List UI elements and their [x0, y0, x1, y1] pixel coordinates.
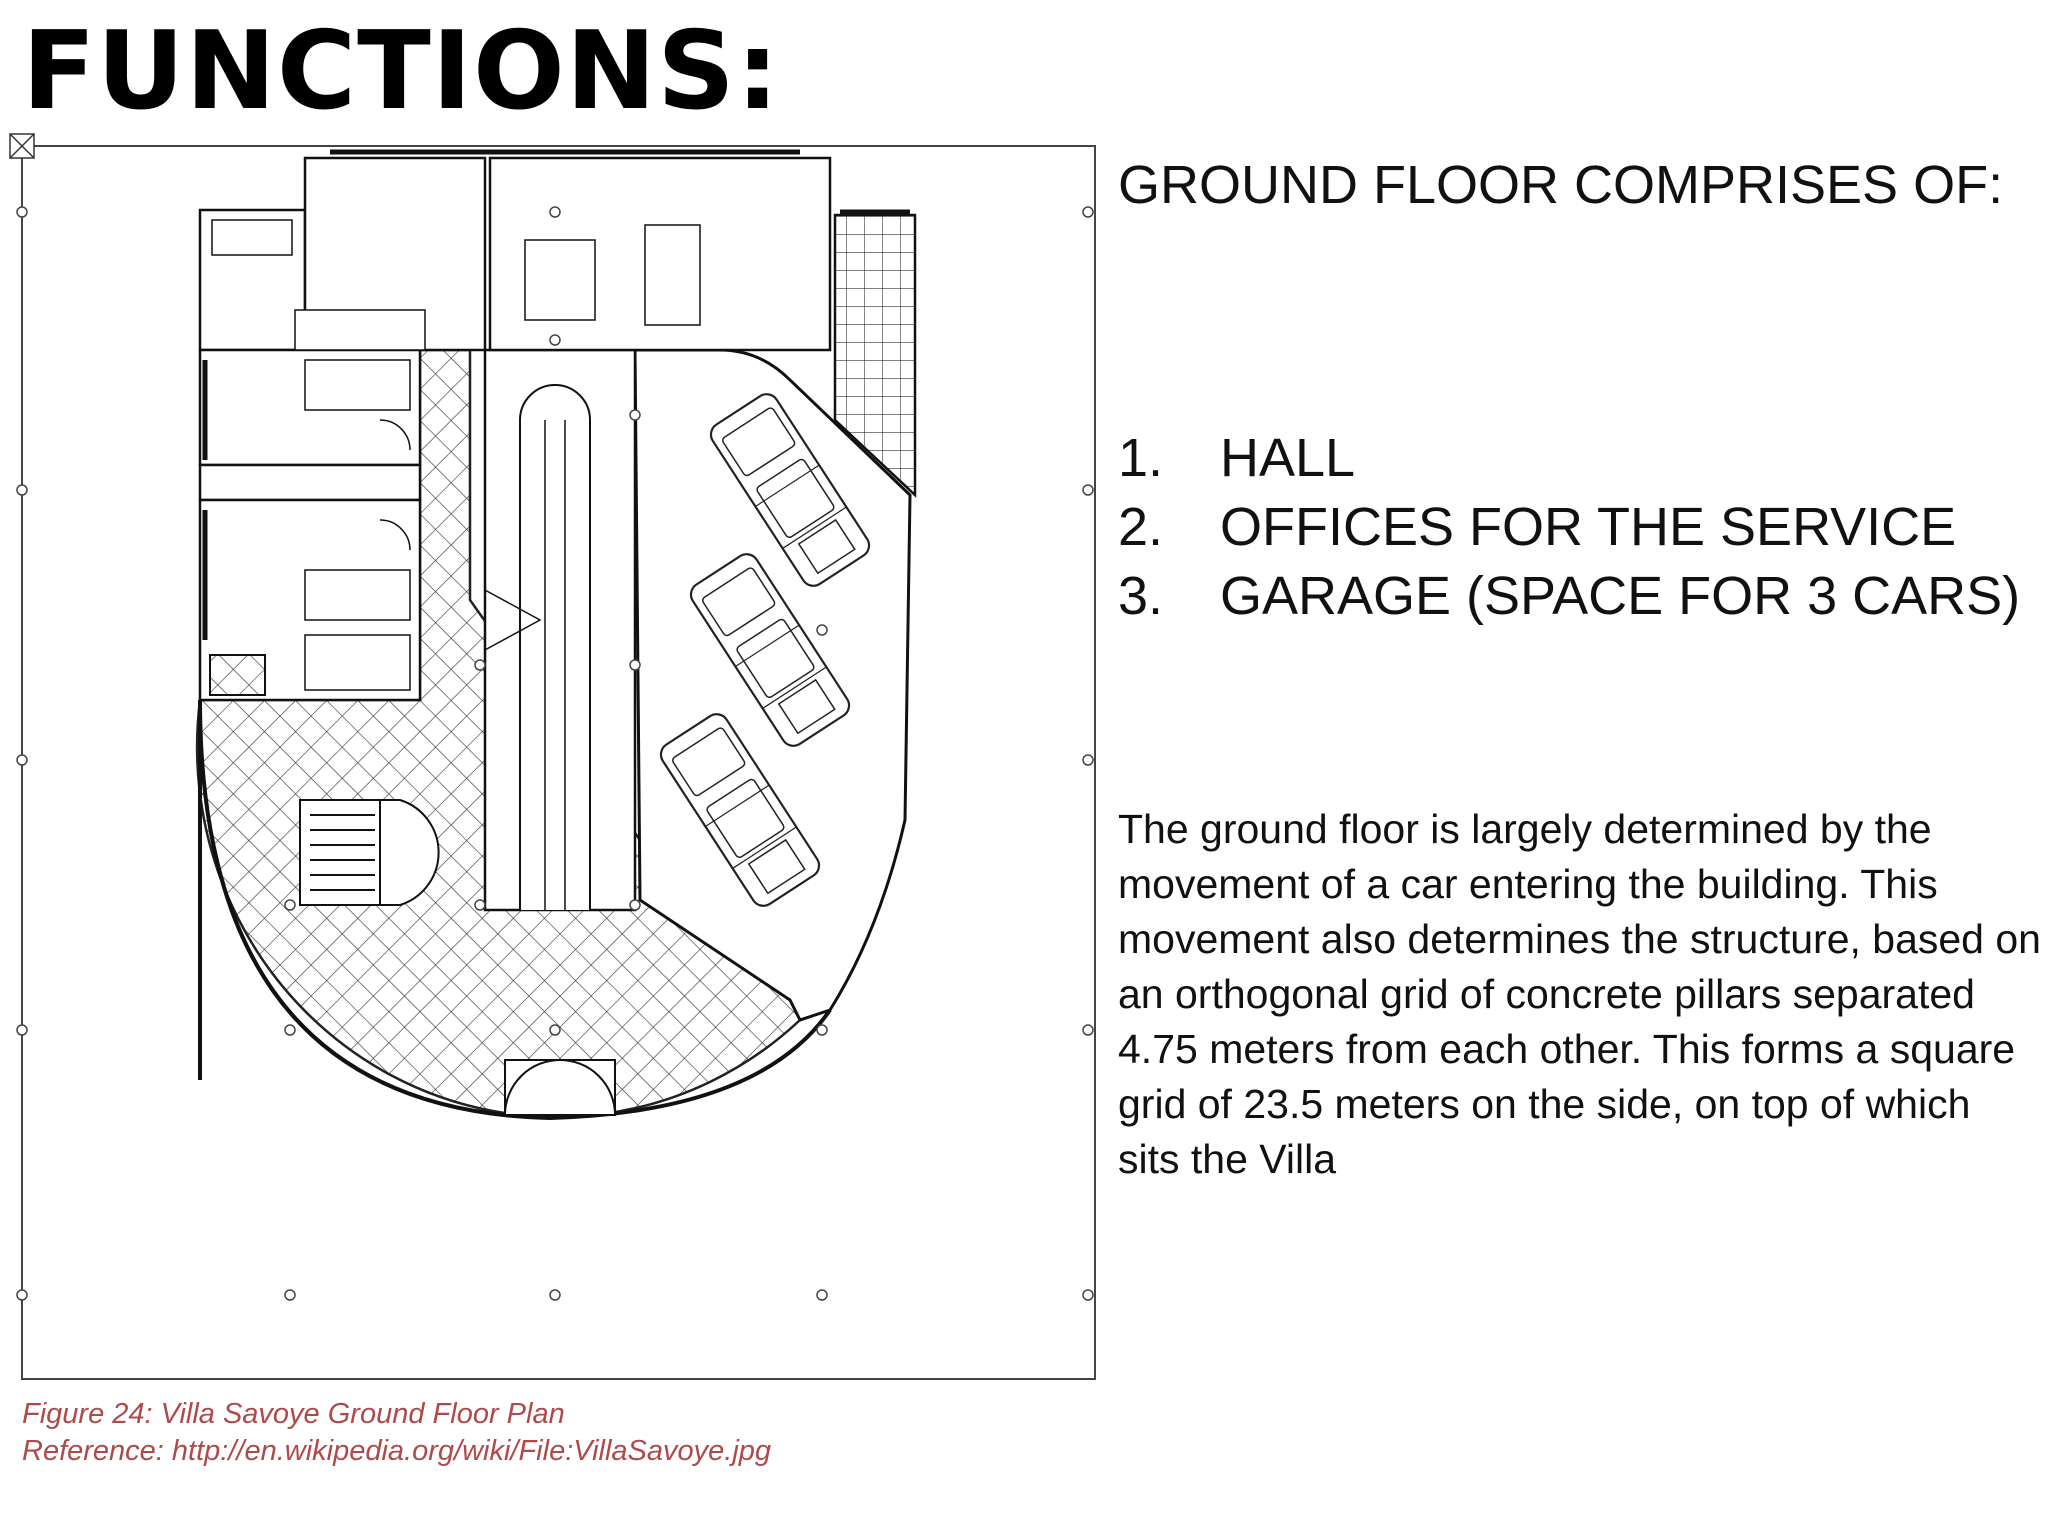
- ramp: [485, 350, 635, 910]
- list-text: OFFICES FOR THE SERVICE: [1220, 497, 1957, 557]
- list-item: [1118, 562, 2038, 631]
- caption-reference: Reference: http://en.wikipedia.org/wiki/File:VillaSavoye.jpg: [22, 1435, 772, 1467]
- list-item: [1118, 493, 2038, 562]
- functions-list: [1118, 424, 2038, 631]
- entrance-doors: [505, 1060, 615, 1115]
- staircase: [300, 800, 439, 905]
- list-number: 3.: [1118, 566, 1164, 626]
- figure-caption: [22, 1396, 771, 1470]
- list-number: 1.: [1118, 428, 1164, 488]
- list-number: 2.: [1118, 497, 1164, 557]
- list-item: [1118, 424, 2038, 493]
- description-paragraph: The ground floor is largely determined by the movement of a car entering the building. This movement also determines the structure, based on an orthogonal grid of concrete pillars separated 4.75 meters from each other. This forms a square grid of 23.5 meters on the side, on top of which sits the Villa: [1118, 806, 2041, 1182]
- page-title: FUNCTIONS:: [22, 9, 781, 134]
- floor-plan-figure: [0, 128, 1110, 1388]
- list-text: HALL: [1220, 428, 1356, 488]
- corner-marker-icon: [10, 134, 34, 158]
- section-heading: GROUND FLOOR COMPRISES OF:: [1118, 155, 2004, 215]
- caption-figure: Figure 24: Villa Savoye Ground Floor Plan: [22, 1398, 565, 1430]
- list-text: GARAGE (SPACE FOR 3 CARS): [1220, 566, 2021, 626]
